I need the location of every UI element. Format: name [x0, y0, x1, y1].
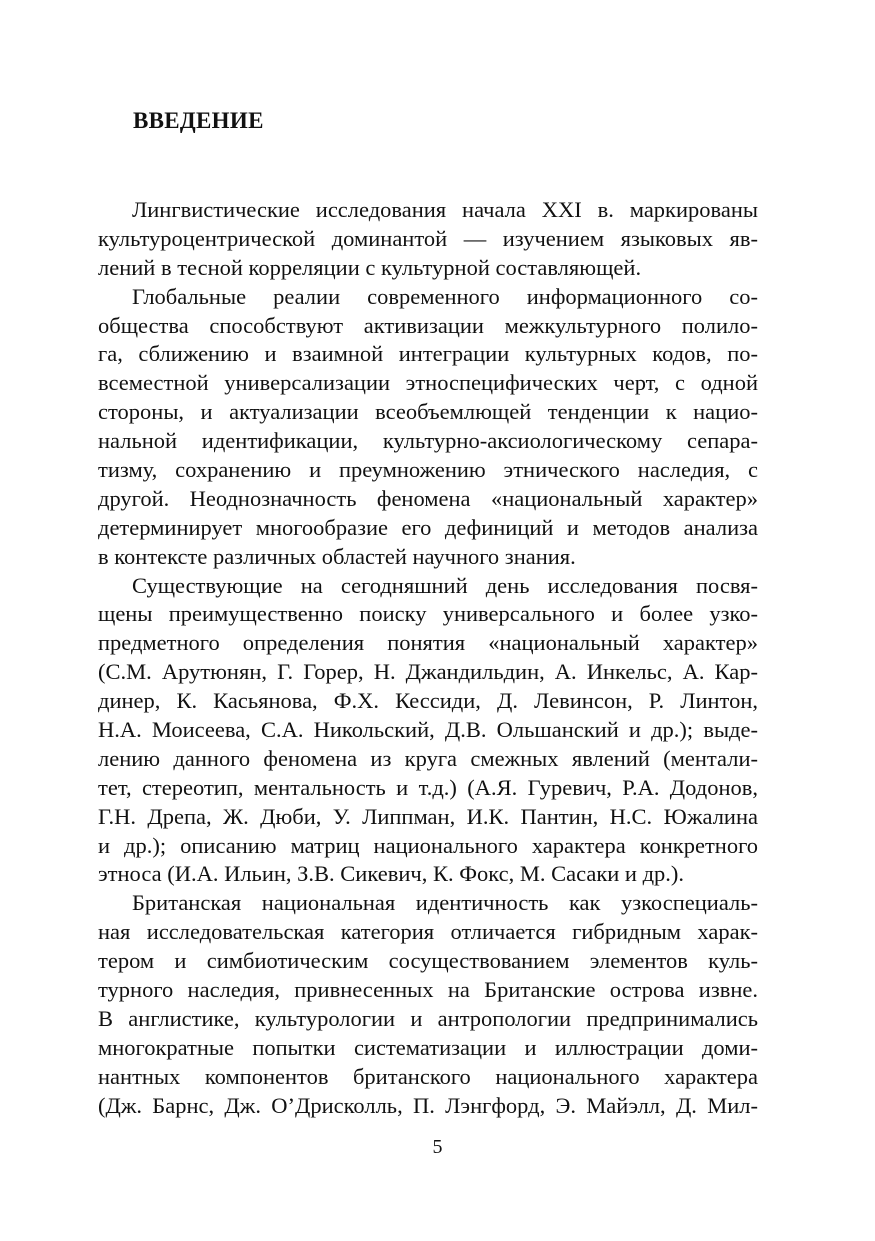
- text-line: предметного определения понятия «национальный характер»: [98, 630, 758, 656]
- text-line: лений в тесной корреляции с культурной составляющей.: [98, 254, 642, 280]
- text-line: этноса (И.А. Ильин, З.В. Сикевич, К. Фокс, М. Сасаки и др.).: [98, 861, 685, 887]
- text-line: лению данного феномена из круга смежных явлений (ментали-: [98, 745, 758, 771]
- paragraph: [98, 572, 758, 890]
- chapter-heading: ВВЕДЕНИЕ: [133, 108, 264, 133]
- text-line: (С.М. Арутюнян, Г. Горер, Н. Джандильдин, А. Инкельс, А. Кар-: [98, 659, 758, 685]
- paragraph: [98, 196, 758, 283]
- text-line: тизму, сохранению и преумножению этнического наследия, с: [98, 457, 758, 483]
- text-line: нальной идентификации, культурно-аксиологическому сепара-: [98, 428, 758, 454]
- paragraph: [98, 889, 758, 1120]
- text-line: Британская национальная идентичность как узкоспециаль-: [132, 890, 758, 916]
- text-line: тет, стереотип, ментальность и т.д.) (А.Я. Гуревич, Р.А. Додонов,: [98, 774, 758, 800]
- body-text: [98, 196, 758, 1121]
- text-line: общества способствуют активизации межкультурного полило-: [98, 312, 758, 338]
- text-line: Глобальные реалии современного информационного со-: [132, 283, 758, 309]
- text-line: в контексте различных областей научного знания.: [98, 543, 576, 569]
- text-line: щены преимущественно поиску универсального и более узко-: [98, 601, 758, 627]
- text-line: всеместной универсализации этноспецифических черт, с одной: [98, 370, 758, 396]
- text-line: другой. Неоднозначность феномена «национальный характер»: [98, 485, 758, 511]
- text-line: многократные попытки систематизации и иллюстрации доми-: [98, 1034, 758, 1060]
- text-line: и др.); описанию матриц национального характера конкретного: [98, 832, 758, 858]
- text-line: (Дж. Барнс, Дж. О’Дрисколль, П. Лэнгфорд, Э. Майэлл, Д. Мил-: [98, 1092, 758, 1118]
- paragraph: [98, 283, 758, 572]
- text-line: стороны, и актуализации всеобъемлющей тенденции к нацио-: [98, 399, 758, 425]
- text-line: Н.А. Моисеева, С.А. Никольский, Д.В. Ольшанский и др.); выде-: [98, 717, 758, 743]
- text-line: га, сближению и взаимной интеграции культурных кодов, по-: [98, 341, 758, 367]
- text-line: нантных компонентов британского национального характера: [98, 1063, 758, 1089]
- text-line: детерминирует многообразие его дефиниций и методов анализа: [98, 514, 758, 540]
- text-line: тером и симбиотическим сосуществованием элементов куль-: [98, 948, 758, 974]
- text-line: культуроцентрической доминантой — изучением языковых яв-: [98, 225, 758, 251]
- text-line: Лингвистические исследования начала XXI в. маркированы: [132, 197, 758, 222]
- page-number: 5: [432, 1136, 443, 1158]
- text-line: динер, К. Касьянова, Ф.Х. Кессиди, Д. Левинсон, Р. Линтон,: [98, 688, 758, 714]
- text-line: ная исследовательская категория отличается гибридным харак-: [98, 919, 758, 945]
- text-line: Существующие на сегодняшний день исследования посвя-: [132, 572, 758, 598]
- text-line: В англистике, культурологии и антропологии предпринимались: [98, 1005, 758, 1031]
- text-line: турного наследия, привнесенных на Британские острова извне.: [98, 977, 758, 1003]
- text-line: Г.Н. Дрепа, Ж. Дюби, У. Липпман, И.К. Пантин, Н.С. Южалина: [98, 803, 758, 829]
